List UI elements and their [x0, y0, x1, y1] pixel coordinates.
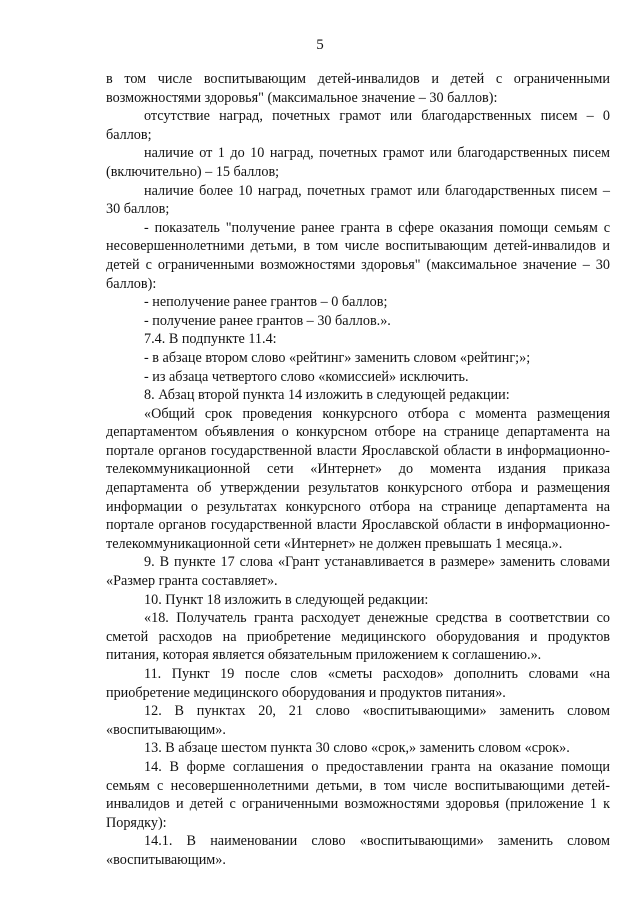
paragraph: 10. Пункт 18 изложить в следующей редакции: — [144, 591, 429, 608]
paragraph: в том числе воспитывающим детей-инвалидов и детей с ограниченными возможностями здоровья" (максимальное значение – 30 баллов): — [106, 71, 610, 106]
paragraph: отсутствие наград, почетных грамот или благодарственных писем – 0 баллов; — [106, 108, 610, 143]
paragraph: 11. Пункт 19 после слов «сметы расходов» дополнить словами «на приобретение медицинского оборудования и продуктов питания». — [106, 666, 610, 701]
paragraph: «18. Получатель гранта расходует денежные средства в соответствии со сметой расходов на приобретение медицинского оборудования и продуктов питания, которая является обязательным приложением к соглашению.». — [106, 610, 610, 664]
paragraph: - неполучение ранее грантов – 0 баллов; — [144, 294, 388, 311]
page-number: 5 — [316, 37, 324, 53]
paragraph: - из абзаца четвертого слово «комиссией» исключить. — [144, 368, 469, 385]
paragraph: наличие от 1 до 10 наград, почетных грамот или благодарственных писем (включительно) – 15 баллов; — [106, 145, 610, 180]
paragraph: наличие более 10 наград, почетных грамот или благодарственных писем – 30 баллов; — [106, 182, 610, 218]
paragraph: 9. В пункте 17 слова «Грант устанавливается в размере» заменить словами «Размер гранта составляет». — [106, 554, 610, 590]
paragraph: 12. В пунктах 20, 21 слово «воспитывающими» заменить словом «воспитывающим». — [106, 703, 610, 738]
paragraph: 14. В форме соглашения о предоставлении гранта на оказание помощи семьям с несовершеннолетними детьми, в том числе воспитывающими детей-инвалидов и детей с ограниченными возможностями здоровья (приложение 1 к Порядку): — [106, 758, 610, 831]
paragraph: 7.4. В подпункте 11.4: — [144, 331, 277, 348]
paragraph: «Общий срок проведения конкурсного отбора с момента размещения департаментом объявления о конкурсном отборе на странице департамента на портале органов государственной власти Ярославской области в информационно-телекоммуникационной сети «Интернет» до момента издания приказа департамента об утверждении результатов конкурсного отбора и размещения информации о результатах конкурсного отбора на странице департамента на портале органов государственной власти Ярославской области в информационно-телекоммуникационной сети «Интернет» не должен превышать 1 месяца.». — [106, 405, 610, 552]
paragraph: - в абзаце втором слово «рейтинг» заменить словом «рейтинг;»; — [144, 349, 531, 366]
paragraph: 14.1. В наименовании слово «воспитывающими» заменить словом «воспитывающим». — [106, 833, 610, 868]
paragraph: - показатель "получение ранее гранта в сфере оказания помощи семьям с несовершеннолетними детьми, в том числе воспитывающим детей-инвалидов и детей с ограниченными возможностями здоровья" (максимальное значение – 30 баллов): — [106, 219, 610, 292]
paragraph: - получение ранее грантов – 30 баллов.». — [144, 312, 391, 329]
document-body — [106, 70, 610, 870]
paragraph: 13. В абзаце шестом пункта 30 слово «срок,» заменить словом «срок». — [144, 740, 570, 757]
paragraph: 8. Абзац второй пункта 14 изложить в следующей редакции: — [144, 387, 510, 404]
